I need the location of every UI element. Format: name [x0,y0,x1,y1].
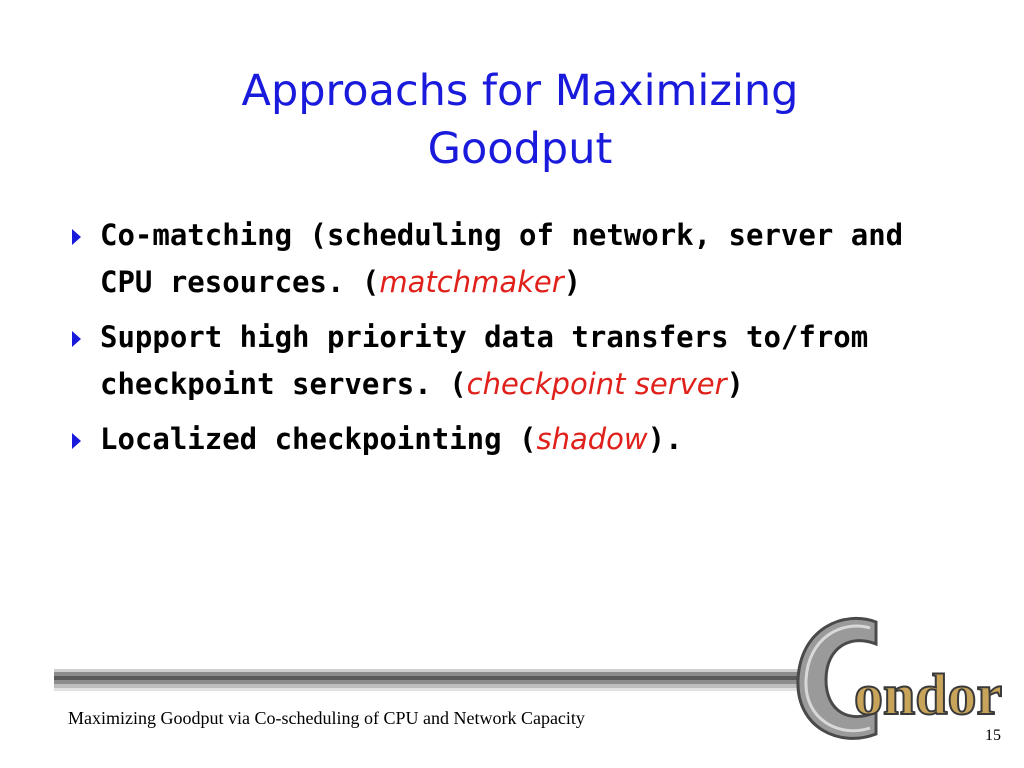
bullet-item [68,416,928,463]
bullet-text-end: ). [647,422,683,456]
logo-text: ondor [854,662,1003,727]
bullet-text-end: ) [726,367,745,401]
bullet-item [68,314,928,408]
triangle-bullet-icon [72,433,81,449]
triangle-bullet-icon [72,229,81,245]
title-line-1: Approachs for Maximizing [241,66,799,116]
page-number: 15 [985,727,1001,744]
bullet-highlight: shadow [536,422,648,456]
bullet-item [68,212,928,306]
condor-logo-icon [784,608,1014,748]
bullet-highlight: matchmaker [379,265,564,299]
bullet-text: Co-matching (scheduling of network, server and CPU resources. ( [100,218,904,299]
bullet-text: Localized checkpointing ( [100,422,537,456]
title-line-2: Goodput [427,124,613,174]
triangle-bullet-icon [72,331,81,347]
footer-text: Maximizing Goodput via Co-scheduling of CPU and Network Capacity [68,708,585,728]
bullet-text: Support high priority data transfers to/from checkpoint servers. ( [100,320,869,401]
bullet-list [68,212,928,471]
bullet-highlight: checkpoint server [466,367,727,401]
slide-title [120,62,920,178]
footer-rule [54,669,806,693]
bullet-text-end: ) [563,265,582,299]
